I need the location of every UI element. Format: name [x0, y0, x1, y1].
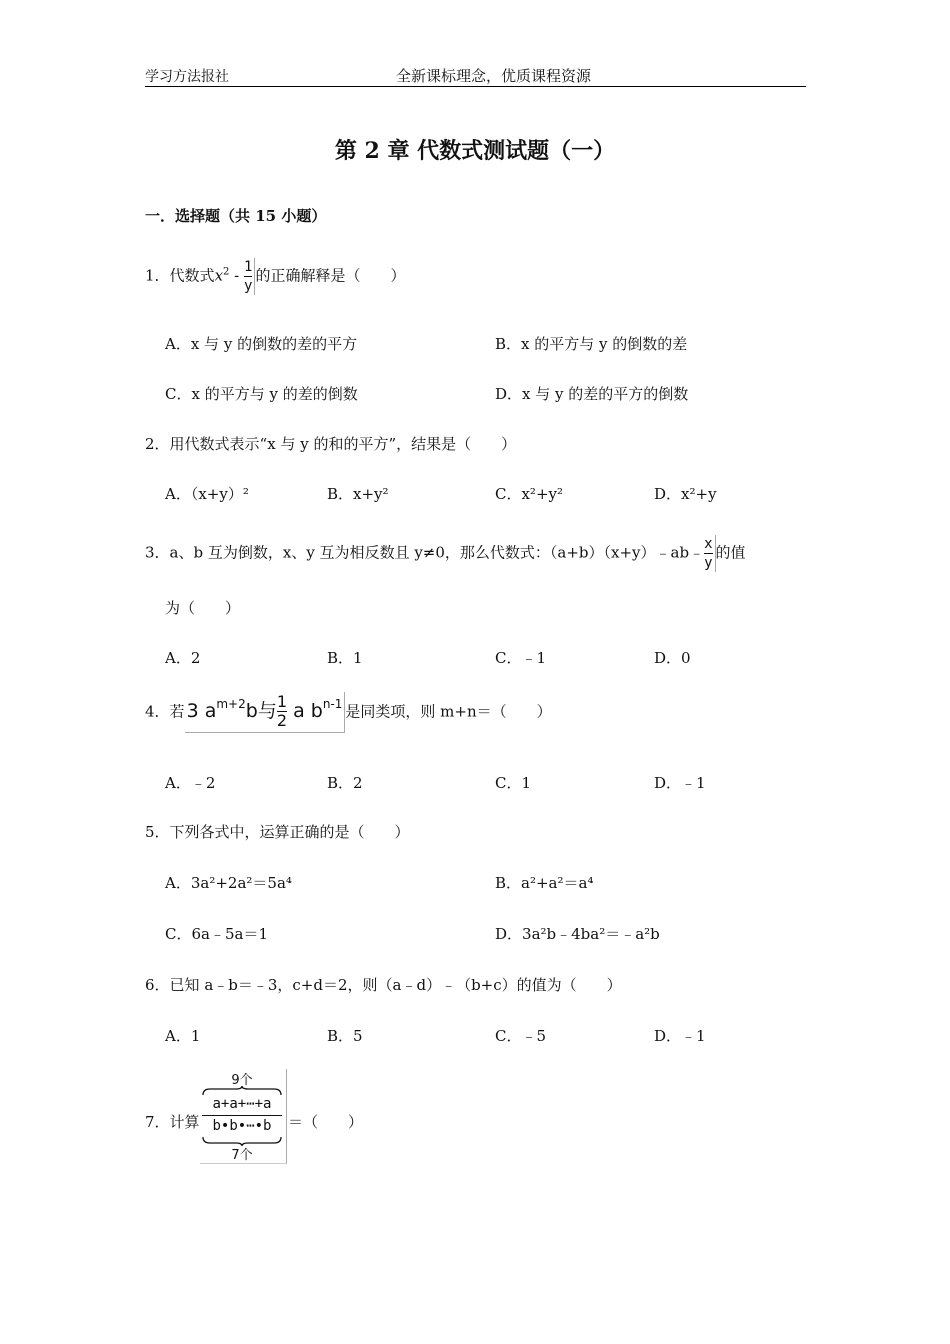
- question-number: 3．: [145, 543, 170, 562]
- q6-option-b[interactable]: B．5: [327, 1027, 363, 1045]
- denominator: b•b•⋯•b: [212, 1118, 272, 1134]
- q5-option-c[interactable]: C．6a﹣5a＝1: [165, 925, 268, 943]
- q5-option-d[interactable]: D．3a²b﹣4ba²＝﹣a²b: [495, 925, 660, 943]
- like-terms-expression: 3 $a^{m+2}b$与 $\frac{1}{2}$ a $b^{n-1}$: [185, 692, 346, 733]
- q1-option-a[interactable]: A．x 与 y 的倒数的差的平方: [165, 335, 358, 353]
- question-5-text: 下列各式中，运算正确的是（ ）: [169, 823, 410, 841]
- q1-option-c[interactable]: C．x 的平方与 y 的差的倒数: [165, 385, 358, 403]
- question-number: 6．: [145, 976, 170, 994]
- fraction-bar: [202, 1115, 282, 1116]
- question-7-lead: [145, 1111, 200, 1132]
- question-2-text: 用代数式表示“x 与 y 的和的平方”，结果是（ ）: [169, 435, 517, 453]
- top-brace: [200, 1086, 284, 1096]
- top-count-label: 9个: [231, 1073, 253, 1088]
- question-1: 1．代数式$x^2$ - $\frac{1}{y}$ 的正确解释是（ ）: [145, 259, 406, 294]
- bottom-count-label: 7个: [231, 1148, 253, 1163]
- q2-option-d[interactable]: D．x²+y: [654, 485, 717, 503]
- question-1-minus: -: [229, 266, 245, 285]
- question-3: [145, 535, 746, 572]
- q2-option-a[interactable]: A．（x+y）²: [165, 485, 249, 503]
- q3-option-c[interactable]: C．﹣1: [495, 649, 547, 667]
- question-1-post: 的正确解释是（ ）: [255, 266, 406, 285]
- question-1-pre: 代数式: [169, 266, 215, 285]
- section-heading: 一．选择题（共 15 小题）: [145, 207, 327, 225]
- numerator: a+a+⋯+a: [212, 1096, 272, 1112]
- q3-option-d[interactable]: D．0: [654, 649, 691, 667]
- question-5: [145, 821, 410, 842]
- question-6-text: 已知 a﹣b＝﹣3，c+d＝2，则（a﹣d）﹣（b+c）的值为（ ）: [169, 976, 622, 994]
- fraction-1-over-y: $\frac{1}{y}$: [244, 258, 255, 295]
- question-7-pre: 计算: [169, 1113, 200, 1131]
- question-number: 7．: [145, 1113, 170, 1131]
- question-3-post: 的值: [715, 543, 746, 562]
- fraction-x-over-y: $\frac{x}{y}$: [704, 535, 715, 572]
- q3-option-b[interactable]: B．1: [327, 649, 363, 667]
- question-4-post: 是同类项，则 m+n＝（ ）: [345, 702, 552, 721]
- header-divider: [145, 86, 806, 87]
- q6-option-c[interactable]: C．﹣5: [495, 1027, 547, 1045]
- question-number: 2．: [145, 435, 170, 453]
- question-2: [145, 433, 516, 454]
- question-7-post: ＝（ ）: [288, 1113, 364, 1131]
- q2-option-c[interactable]: C．x²+y²: [495, 485, 564, 503]
- q5-option-a[interactable]: A．3a²+2a²＝5a⁴: [165, 874, 292, 892]
- header-left-publisher: 学习方法报社: [145, 69, 229, 85]
- question-4: [145, 692, 552, 733]
- q4-option-a[interactable]: A．﹣2: [165, 774, 216, 792]
- q3-option-a[interactable]: A．2: [165, 649, 201, 667]
- q4-option-d[interactable]: D．﹣1: [654, 774, 706, 792]
- question-3-line2: 为（ ）: [165, 599, 241, 617]
- question-6: [145, 974, 622, 995]
- question-4-pre: 若: [169, 702, 185, 721]
- page-title: 第 2 章 代数式测试题（一）: [334, 138, 616, 164]
- q6-option-d[interactable]: D．﹣1: [654, 1027, 706, 1045]
- q2-option-b[interactable]: B．x+y²: [327, 485, 389, 503]
- question-number: 5．: [145, 823, 170, 841]
- q6-option-a[interactable]: A．1: [165, 1027, 201, 1045]
- q4-option-c[interactable]: C．1: [495, 774, 532, 792]
- question-3-text: a、b 互为倒数，x、y 互为相反数且 y≠0，那么代数式：（a+b）（x+y）﹣ab﹣: [169, 543, 705, 562]
- q1-option-d[interactable]: D．x 与 y 的差的平方的倒数: [495, 385, 689, 403]
- question-number: 4．: [145, 702, 170, 721]
- q4-option-b[interactable]: B．2: [327, 774, 363, 792]
- q1-option-b[interactable]: B．x 的平方与 y 的倒数的差: [495, 335, 688, 353]
- question-number: 1．: [145, 266, 170, 285]
- header-center-slogan: 全新课标理念，优质课程资源: [396, 67, 592, 85]
- repeated-fraction-expression: [200, 1069, 287, 1164]
- q5-option-b[interactable]: B．a²+a²＝a⁴: [495, 874, 594, 892]
